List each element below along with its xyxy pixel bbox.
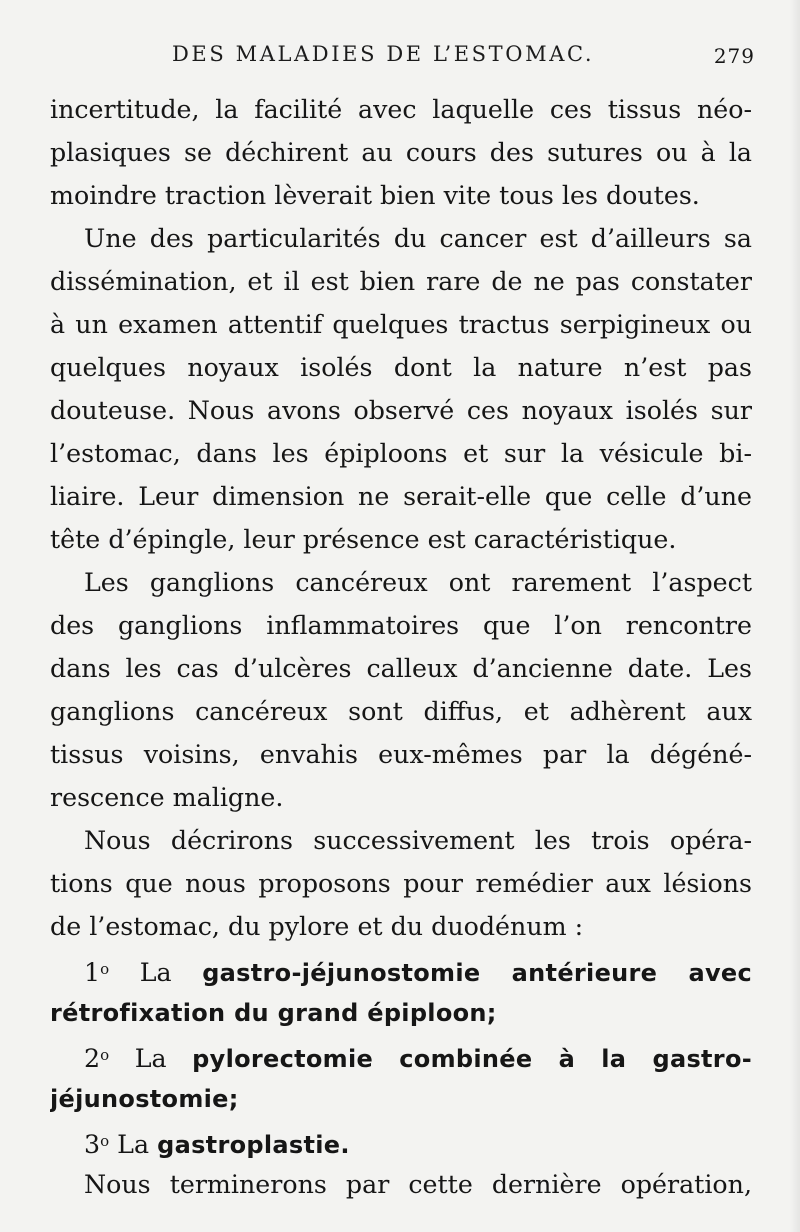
list-item-1 bbox=[50, 948, 752, 991]
running-title: DES MALADIES DE L’ESTOMAC. bbox=[172, 42, 595, 66]
list-item-3 bbox=[50, 1120, 752, 1163]
running-head bbox=[50, 42, 755, 76]
text-line: liaire. Leur dimension ne serait-elle que celle d’une bbox=[50, 482, 752, 511]
text-line: des ganglions inflammatoires que l’on rencontre bbox=[50, 611, 752, 640]
list-number: 1 bbox=[84, 958, 101, 987]
ordinal-mark: o bbox=[100, 1046, 110, 1064]
text-line: tête d’épingle, leur présence est caractéristique. bbox=[50, 525, 677, 554]
text-line: ganglions cancéreux sont diffus, et adhèrent aux bbox=[50, 697, 752, 726]
procedure-name: gastroplastie. bbox=[157, 1131, 350, 1159]
paragraph-start-line: Une des particularités du cancer est d’ailleurs sa bbox=[84, 224, 752, 253]
procedure-name: jéjunostomie; bbox=[50, 1085, 239, 1113]
list-number: 2 bbox=[84, 1044, 101, 1073]
ordinal-mark: o bbox=[100, 960, 110, 978]
procedure-name: pylorectomie combinée à la gastro- bbox=[192, 1045, 752, 1073]
text-line: plasiques se déchirent au cours des sutures ou à la bbox=[50, 138, 752, 167]
text-line: rescence maligne. bbox=[50, 783, 284, 812]
list-item-2-continued bbox=[50, 1077, 752, 1120]
page-edge-shadow bbox=[790, 0, 800, 1232]
text-line: quelques noyaux isolés dont la nature n’est pas bbox=[50, 353, 752, 382]
body-text bbox=[50, 88, 752, 1206]
list-lead: La bbox=[109, 958, 203, 987]
list-number: 3 bbox=[84, 1130, 101, 1159]
ordinal-mark: o bbox=[100, 1132, 110, 1150]
paragraph-start-line: Nous décrirons successivement les trois opéra- bbox=[84, 826, 752, 855]
paragraph-start-line: Nous terminerons par cette dernière opération, bbox=[84, 1170, 752, 1199]
text-line: à un examen attentif quelques tractus serpigineux ou bbox=[50, 310, 752, 339]
text-line: dans les cas d’ulcères calleux d’ancienne date. Les bbox=[50, 654, 752, 683]
procedure-name: rétrofixation du grand épiploon; bbox=[50, 999, 497, 1027]
text-line: l’estomac, dans les épiploons et sur la vésicule bi- bbox=[50, 439, 752, 468]
list-item-1-continued bbox=[50, 991, 752, 1034]
text-line: tissus voisins, envahis eux-mêmes par la dégéné- bbox=[50, 740, 752, 769]
procedure-name: gastro-jéjunostomie antérieure avec bbox=[202, 959, 752, 987]
text-line: tions que nous proposons pour remédier aux lésions bbox=[50, 869, 752, 898]
text-line: douteuse. Nous avons observé ces noyaux isolés sur bbox=[50, 396, 752, 425]
list-item-2 bbox=[50, 1034, 752, 1077]
text-line: incertitude, la facilité avec laquelle ces tissus néo- bbox=[50, 95, 752, 124]
page-number: 279 bbox=[713, 44, 755, 68]
text-line: dissémination, et il est bien rare de ne pas constater bbox=[50, 267, 752, 296]
text-line: de l’estomac, du pylore et du duodénum : bbox=[50, 912, 584, 941]
list-lead: La bbox=[109, 1130, 158, 1159]
text-line: moindre traction lèverait bien vite tous les doutes. bbox=[50, 181, 700, 210]
list-lead: La bbox=[109, 1044, 193, 1073]
paragraph-start-line: Les ganglions cancéreux ont rarement l’aspect bbox=[84, 568, 752, 597]
